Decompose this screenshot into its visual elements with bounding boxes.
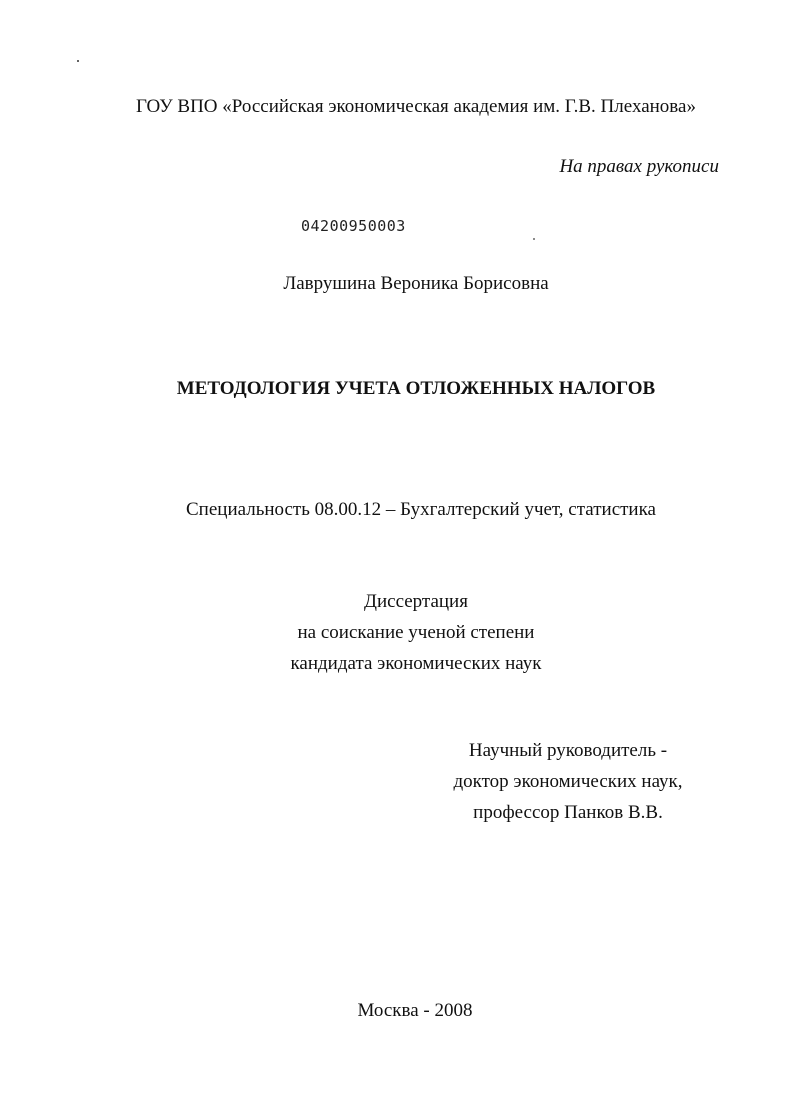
registry-code: 04200950003	[301, 217, 406, 235]
dissertation-type-line: Диссертация	[364, 591, 468, 612]
scan-speck	[77, 60, 79, 62]
organization-name: ГОУ ВПО «Российская экономическая академия им. Г.В. Плеханова»	[136, 96, 696, 117]
thesis-title: МЕТОДОЛОГИЯ УЧЕТА ОТЛОЖЕННЫХ НАЛОГОВ	[176, 378, 656, 399]
advisor-line: профессор Панков В.В.	[473, 802, 663, 823]
advisor-line: Научный руководитель -	[468, 740, 668, 761]
specialty-line: Специальность 08.00.12 – Бухгалтерский учет, статистика	[186, 499, 656, 520]
manuscript-rights-note: На правах рукописи	[559, 156, 719, 177]
dissertation-type-line: кандидата экономических наук	[290, 653, 542, 674]
dissertation-type-block	[0, 586, 795, 679]
city-year: Москва - 2008	[357, 1000, 473, 1021]
advisor-block	[446, 735, 690, 828]
author-name: Лаврушина Вероника Борисовна	[283, 273, 549, 294]
scan-speck	[533, 238, 535, 240]
advisor-line: доктор экономических наук,	[453, 771, 683, 792]
dissertation-type-line: на соискание ученой степени	[297, 622, 535, 643]
